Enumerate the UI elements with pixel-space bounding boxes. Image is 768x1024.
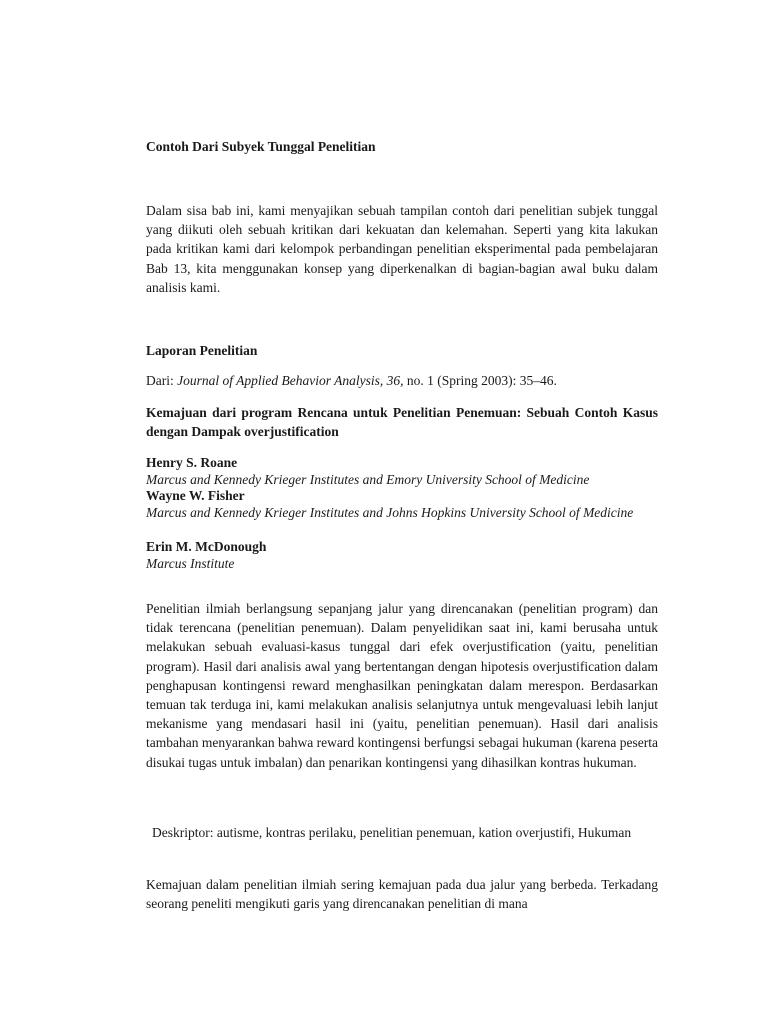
source-citation — [146, 371, 557, 390]
body-paragraph: Kemajuan dalam penelitian ilmiah sering kemajuan pada dua jalur yang berbeda. Terkadang seorang peneliti mengikuti garis yang direncanakan penelitian di mana — [146, 877, 658, 912]
author-name: Wayne W. Fisher — [146, 488, 245, 503]
abstract-paragraph: Penelitian ilmiah berlangsung sepanjang jalur yang direncanakan (penelitian program) dan tidak terencana (penelitian penemuan). Dalam penyelidikan saat ini, kami berusaha untuk melakukan sebuah evaluasi-kasus tunggal dari efek overjustification (yaitu, penelitian program). Hasil dari analisis awal yang bertentangan dengan hipotesis overjustification dalam penghapusan kontingensi reward menghasilkan peningkatan dalam merespon. Berdasarkan temuan tak terduga ini, kami melakukan analisis selanjutnya untuk mengevaluasi lebih lanjut mekanisme yang mendasari hasil ini (yaitu, penelitian penemuan). Hasil dari analisis tambahan menyarankan bahwa reward kontingensi berfungsi sebagai hukuman (karena peserta disukai tugas untuk imbalan) dan penarikan kontingensi yang dihasilkan kontras hukuman. — [146, 601, 658, 770]
author-name: Henry S. Roane — [146, 455, 238, 470]
author-affiliation: Marcus Institute — [146, 556, 235, 571]
author-affiliation: Marcus and Kennedy Krieger Institutes and Emory University School of Medicine — [146, 472, 590, 487]
author-name: Erin M. McDonough — [146, 539, 267, 554]
source-suffix: no. 1 (Spring 2003): 35–46. — [403, 373, 557, 388]
keywords-line — [146, 823, 658, 843]
report-heading: Laporan Penelitian — [146, 343, 258, 358]
article-title: Kemajuan dari program Rencana untuk Penelitian Penemuan: Sebuah Contoh Kasus dengan Dampak overjustification — [146, 405, 658, 439]
source-prefix: Dari: — [146, 373, 178, 388]
keywords-text: Deskriptor: autisme, kontras perilaku, penelitian penemuan, kation overjustifi, Hukuman — [152, 825, 632, 840]
author-affiliation: Marcus and Kennedy Krieger Institutes and Johns Hopkins University School of Medicine — [146, 505, 634, 520]
source-journal: Journal of Applied Behavior Analysis, 36, — [177, 373, 404, 388]
intro-paragraph: Dalam sisa bab ini, kami menyajikan sebuah tampilan contoh dari penelitian subjek tunggal yang diikuti oleh sebuah kritikan dari kekuatan dan kelemahan. Seperti yang kita lakukan pada kritikan kami dari kelompok perbandingan penelitian eksperimental pada pembelajaran Bab 13, kita menggunakan konsep yang diperkenalkan di bagian-bagian awal buku dalam analisis kami. — [146, 203, 658, 295]
section-title: Contoh Dari Subyek Tunggal Penelitian — [146, 139, 376, 154]
